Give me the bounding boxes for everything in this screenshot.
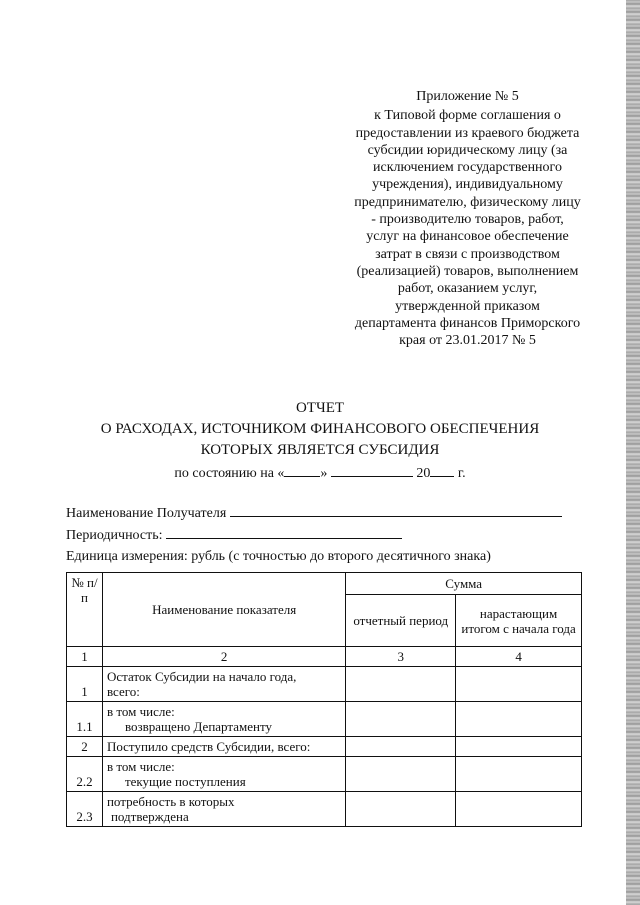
row-period-cell[interactable]: [346, 702, 456, 737]
row-num: 2: [67, 737, 103, 757]
report-subtitle-2: КОТОРЫХ ЯВЛЯЕТСЯ СУБСИДИЯ: [200, 442, 440, 458]
appendix-line: исключением государственного: [373, 160, 562, 176]
appendix-block: [335, 88, 600, 349]
row-name-line: Остаток Субсидии на начало года,: [106, 669, 297, 684]
row-cumulative-cell[interactable]: [456, 792, 582, 827]
appendix-line: учреждения), индивидуальному: [372, 177, 563, 193]
header-sum: Сумма: [346, 573, 582, 595]
appendix-line: к Типовой форме соглашения о: [374, 108, 561, 124]
date-year-prefix: 20: [416, 466, 431, 481]
row-period-cell[interactable]: [346, 792, 456, 827]
row-period-cell[interactable]: [346, 667, 456, 702]
recipient-field[interactable]: [230, 502, 562, 517]
row-name-line: возвращено Департаменту: [124, 719, 272, 734]
col-number: 4: [456, 647, 582, 667]
periodicity-label: Периодичность:: [66, 528, 163, 543]
row-num: 1.1: [67, 702, 103, 737]
row-cumulative-cell[interactable]: [456, 757, 582, 792]
report-table: [66, 572, 582, 827]
recipient-row: [66, 502, 586, 524]
header-num: № п/п: [67, 573, 103, 647]
appendix-line: работ, оказанием услуг,: [397, 281, 538, 297]
date-day-field[interactable]: [284, 462, 320, 477]
row-cumulative-cell[interactable]: [456, 667, 582, 702]
row-cumulative-cell[interactable]: [456, 702, 582, 737]
appendix-line: края от 23.01.2017 № 5: [399, 333, 536, 349]
table-row: [67, 667, 582, 702]
header-name: Наименование показателя: [102, 573, 345, 647]
row-name-line: текущие поступления: [124, 774, 246, 789]
row-name-line: потребность в которых: [106, 794, 235, 809]
header-cumulative: нарастающим итогом с начала года: [456, 595, 582, 647]
appendix-line: утвержденной приказом: [395, 298, 540, 314]
row-period-cell[interactable]: [346, 737, 456, 757]
periodicity-row: [66, 524, 586, 546]
table-row: [67, 792, 582, 827]
appendix-line: субсидии юридическому лицу (за: [367, 142, 568, 158]
unit-row: [66, 546, 586, 567]
recipient-label: Наименование Получателя: [66, 506, 227, 521]
row-name: [102, 702, 345, 737]
appendix-line: затрат в связи с производством: [375, 246, 560, 262]
col-number: 1: [67, 647, 103, 667]
header-period: отчетный период: [346, 595, 456, 647]
row-num: 2.3: [67, 792, 103, 827]
row-num: 2.2: [67, 757, 103, 792]
col-number: 2: [102, 647, 345, 667]
row-name-line: в том числе:: [106, 759, 175, 774]
col-number: 3: [346, 647, 456, 667]
row-num: 1: [67, 667, 103, 702]
row-cumulative-cell[interactable]: [456, 737, 582, 757]
row-period-cell[interactable]: [346, 757, 456, 792]
table-row: [67, 757, 582, 792]
unit-line: Единица измерения: рубль (с точностью до второго десятичного знака): [66, 549, 491, 564]
date-year-field[interactable]: [430, 462, 454, 477]
appendix-title: Приложение № 5: [416, 89, 519, 104]
date-prefix: по состоянию на «: [174, 466, 285, 481]
row-name: [102, 667, 345, 702]
row-name: [102, 792, 345, 827]
report-subtitle: О РАСХОДАХ, ИСТОЧНИКОМ ФИНАНСОВОГО ОБЕСПЕЧЕНИЯ: [100, 421, 540, 437]
row-name: Поступило средств Субсидии, всего:: [102, 737, 345, 757]
appendix-line: услуг на финансовое обеспечение: [366, 229, 569, 245]
appendix-line: - производителю товаров, работ,: [371, 212, 564, 228]
date-month-field[interactable]: [331, 462, 413, 477]
date-mid: »: [320, 466, 328, 481]
report-meta: [66, 502, 586, 567]
appendix-line: департамента финансов Приморского: [354, 315, 581, 331]
date-suffix: г.: [457, 466, 466, 481]
table-row: [67, 737, 582, 757]
appendix-line: (реализацией) товаров, выполнением: [356, 263, 579, 279]
report-header: [0, 398, 640, 484]
appendix-line: предпринимателю, физическому лицу: [354, 194, 581, 210]
report-title: ОТЧЕТ: [295, 400, 345, 416]
appendix-line: предоставлении из краевого бюджета: [355, 125, 580, 141]
row-name-line: подтверждена: [110, 809, 189, 824]
row-name-line: всего:: [106, 684, 140, 699]
row-name: [102, 757, 345, 792]
table-row: [67, 702, 582, 737]
report-date-line: [0, 462, 640, 484]
periodicity-field[interactable]: [166, 524, 402, 539]
row-name-line: в том числе:: [106, 704, 175, 719]
